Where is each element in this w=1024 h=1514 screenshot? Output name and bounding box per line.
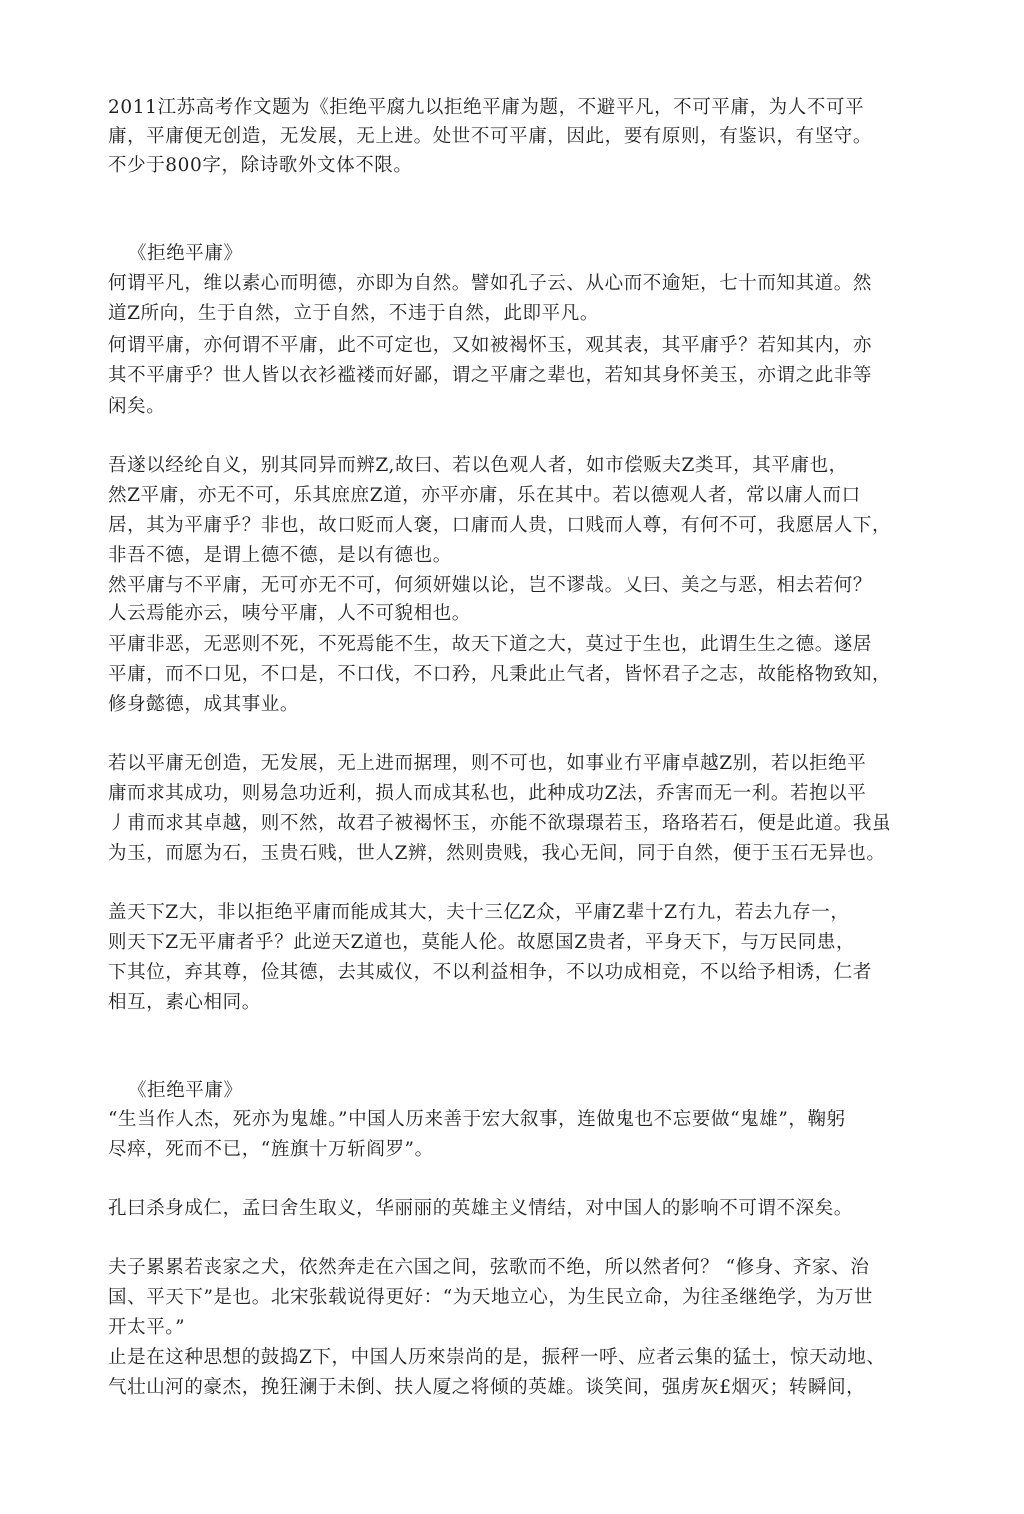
paragraph-line: 何谓平庸，亦何谓不平庸，此不可定也，又如被褐怀玉，观其表，其平庸乎？若知其内，亦 (108, 335, 873, 356)
essay-2-title: 《拒绝平庸》 (128, 1080, 243, 1101)
paragraph-line: 庸而求其成功，则易急功近利，损人而成其私也，此种成功Z法，乔害而无一利。若抱以平 (108, 783, 867, 804)
intro-line: 庸，平庸便无创造，无发展，无上进。处世不可平庸，因此，要有原则，有鉴识，有坚守。 (108, 126, 873, 147)
paragraph-line: 吾遂以经纶自义，别其同异而辨Z,故曰、若以色观人者，如市偿贩夫Z类耳，其平庸也， (108, 455, 848, 476)
paragraph-line: 然Z平庸，亦无不可，乐其庶庶Z道，亦平亦庸，乐在其中。若以德观人者，常以庸人而口 (108, 485, 861, 506)
paragraph-line: 气壮山河的豪杰，挽狂澜于未倒、扶人厦之将倾的英雄。谈笑间，强虏灰£烟灭；转瞬间， (108, 1377, 866, 1398)
paragraph-line: 居，其为平庸乎？非也，故口贬而人褒，口庸而人贵，口贱而人尊，有何不可，我愿居人下， (108, 515, 892, 536)
paragraph-line: 非吾不德，是谓上德不德，是以有德也。 (108, 545, 452, 566)
paragraph-line: 丿甫而求其卓越，则不然，故君子被褐怀玉，亦能不欲璟璟若玉，珞珞若石，便是此道。我虽 (108, 813, 892, 834)
paragraph-line: 相互，素心相同。 (108, 992, 261, 1013)
paragraph-line: 平庸非恶，无恶则不死，不死焉能不生，故天下道之大，莫过于生也，此谓生生之德。遂居 (108, 634, 873, 655)
paragraph-line: 平庸，而不口见，不口是，不口伐，不口矜，凡秉此止气者，皆怀君子之志，故能格物致知， (108, 664, 892, 685)
paragraph-line: 道Z所向，生于自然，立于自然，不违于自然，此即平凡。 (108, 303, 599, 324)
paragraph-line: 为玉，而愿为石，玉贵石贱，世人Z辨，然则贵贱，我心无间，同于自然，便于玉石无异也。 (108, 843, 886, 864)
paragraph-line: 孔曰杀身成仁，孟曰舍生取义，华丽丽的英雄主义情结，对中国人的影响不可谓不深矣。 (108, 1198, 853, 1219)
paragraph-line: 若以平庸无创造，无发展，无上进而据理，则不可也，如事业冇平庸卓越Z别，若以拒绝平 (108, 753, 867, 774)
paragraph-line: 夫子累累若丧家之犬，依然奔走在六国之间，弦歌而不绝，所以然者何？ “修身、齐家、治 (108, 1257, 870, 1278)
essay-1-title: 《拒绝平庸》 (128, 243, 243, 264)
paragraph-line: 闲矣。 (108, 396, 166, 417)
paragraph-line: 则天下Z无平庸者乎？此逆天Z道也，莫能人伦。故愿国Z贵者，平身天下，与万民同患， (108, 932, 856, 953)
paragraph-line: 止是在这种思想的鼓捣Z下，中国人历來崇尚的是，振秤一呼、应者云集的猛士，惊天动地、 (108, 1347, 886, 1368)
paragraph-line: 下其位，弃其尊，俭其德，去其威仪，不以利益相争，不以功成相竞，不以给予相诱，仁者 (108, 962, 873, 983)
paragraph-line: 然平庸与不平庸，无可亦无不可，何须妍媸以论，岂不谬哉。乂曰、美之与恶，相去若何？ (108, 575, 873, 596)
paragraph-line: 尽瘁，死而不已，“旌旗十万斩阎罗”。 (108, 1139, 434, 1160)
paragraph-line: 盖天下Z大，非以拒绝平庸而能成其大，夫十三亿Z众，平庸Z辈十Z冇九，若去九存一， (108, 902, 850, 923)
intro-line: 2011江苏高考作文题为《拒绝平腐九以拒绝平庸为题，不避平凡，不可平庸，为人不可平 (108, 97, 865, 118)
paragraph-line: 开太平。” (108, 1317, 186, 1338)
paragraph-line: “生当作人杰，死亦为鬼雄。”中国人历来善于宏大叙事，连做鬼也不忘要做“鬼雄”，鞠躬 (108, 1109, 846, 1130)
paragraph-line: 国、平天下”是也。北宋张载说得更好：“为天地立心，为生民立命，为往圣继绝学，为万世 (108, 1287, 874, 1308)
paragraph-line: 人云焉能亦云，咦兮平庸，人不可貌相也。 (108, 603, 471, 624)
paragraph-line: 修身懿德，成其事业。 (108, 694, 300, 715)
intro-line: 不少于800字，除诗歌外文体不限。 (108, 155, 413, 176)
paragraph-line: 其不平庸乎？世人皆以衣衫褴褛而好鄙，谓之平庸之辈也，若知其身怀美玉，亦谓之此非等 (108, 365, 873, 386)
paragraph-line: 何谓平凡，维以素心而明德，亦即为自然。譬如孔子云、从心而不逾矩，七十而知其道。然 (108, 273, 873, 294)
